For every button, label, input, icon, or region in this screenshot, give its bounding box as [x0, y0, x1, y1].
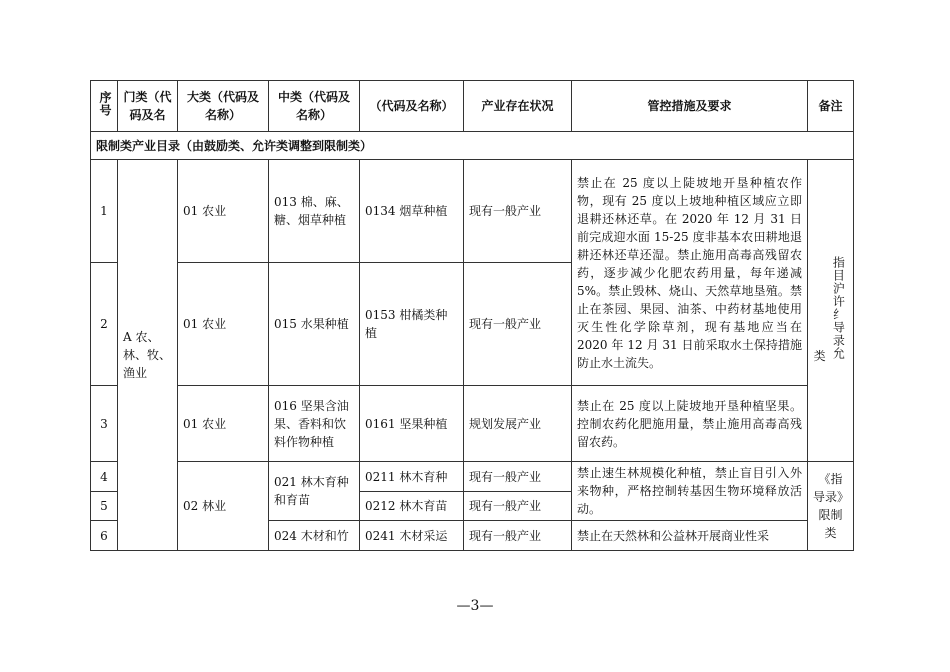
big-cell: 01 农业 — [178, 263, 269, 386]
big-cell: 01 农业 — [178, 160, 269, 263]
measures-cell-1-2: 禁止在 25 度以上陡坡地开垦种植农作物，现有 25 度以上坡地种植区域应立即退耕还林还草。在 2020 年 12 月 31 日前完成迎水面 15-25 度非基本农田耕地退耕还林还草还湿。禁止施用高毒高残留农药，逐步减少化肥农药用量，每年递减 5%。禁止毁林、烧山、天然草地垦殖。禁止在茶园、果园、油茶、中药材基地使用灭生性化学除草剂，现有基地应当在 2020 年 12 月 31 日前采取水土保持措施防止水土流失。 — [572, 160, 808, 386]
seq-cell: 5 — [91, 492, 118, 521]
header-note: 备注 — [808, 81, 854, 132]
small-cell: 0161 坚果种植 — [360, 386, 464, 462]
status-cell: 现有一般产业 — [464, 160, 572, 263]
status-cell: 规划发展产业 — [464, 386, 572, 462]
measures-cell-3: 禁止在 25 度以上陡坡地开垦种植坚果。控制农药化肥施用量，禁止施用高毒高残留农药。 — [572, 386, 808, 462]
small-cell: 0153 柑橘类种植 — [360, 263, 464, 386]
big-cell: 01 农业 — [178, 386, 269, 462]
header-status: 产业存在状况 — [464, 81, 572, 132]
note-cell-1-3 — [808, 160, 854, 462]
header-row — [91, 81, 854, 132]
header-door: 门类（代码及名 — [118, 81, 178, 132]
small-cell: 0212 林木育苗 — [360, 492, 464, 521]
seq-cell: 3 — [91, 386, 118, 462]
mid-cell: 015 水果种植 — [269, 263, 360, 386]
note-main: 指目沪许纟导录允 — [831, 256, 846, 360]
small-cell: 0211 林木育种 — [360, 462, 464, 492]
note-prefix: 类 — [813, 349, 826, 363]
mid-cell: 024 木材和竹 — [269, 521, 360, 551]
small-cell: 0134 烟草种植 — [360, 160, 464, 263]
table-row — [91, 160, 854, 263]
header-mid: 中类（代码及名称） — [269, 81, 360, 132]
seq-cell: 2 — [91, 263, 118, 386]
header-measures: 管控措施及要求 — [572, 81, 808, 132]
page-number: —3— — [456, 598, 494, 614]
measures-cell-6: 禁止在天然林和公益林开展商业性采 — [572, 521, 808, 551]
section-row — [91, 132, 854, 160]
table-row — [91, 462, 854, 492]
seq-cell: 6 — [91, 521, 118, 551]
seq-cell: 4 — [91, 462, 118, 492]
mid-cell: 013 棉、麻、糖、烟草种植 — [269, 160, 360, 263]
industry-catalog-table — [90, 80, 854, 551]
status-cell: 现有一般产业 — [464, 521, 572, 551]
note-guide: 《指导录》 — [813, 472, 850, 504]
header-big: 大类（代码及名称） — [178, 81, 269, 132]
seq-cell: 1 — [91, 160, 118, 263]
measures-cell-4-5: 禁止速生林规模化种植，禁止盲目引入外来物种，严格控制转基因生物环境释放活动。 — [572, 462, 808, 521]
header-small: （代码及名称） — [360, 81, 464, 132]
section-title: 限制类产业目录（由鼓励类、允许类调整到限制类） — [91, 132, 854, 160]
mid-cell: 016 坚果含油果、香料和饮料作物种植 — [269, 386, 360, 462]
note-restricted: 限制类 — [818, 508, 843, 540]
header-seq: 序号 — [91, 81, 118, 132]
status-cell: 现有一般产业 — [464, 263, 572, 386]
status-cell: 现有一般产业 — [464, 492, 572, 521]
big-cell-forestry: 02 林业 — [178, 462, 269, 551]
note-cell-4-6 — [808, 462, 854, 551]
status-cell: 现有一般产业 — [464, 462, 572, 492]
door-cell: A 农、林、牧、渔业 — [118, 160, 178, 551]
table-row — [91, 386, 854, 462]
small-cell: 0241 木材采运 — [360, 521, 464, 551]
mid-cell: 021 林木育种和育苗 — [269, 462, 360, 521]
